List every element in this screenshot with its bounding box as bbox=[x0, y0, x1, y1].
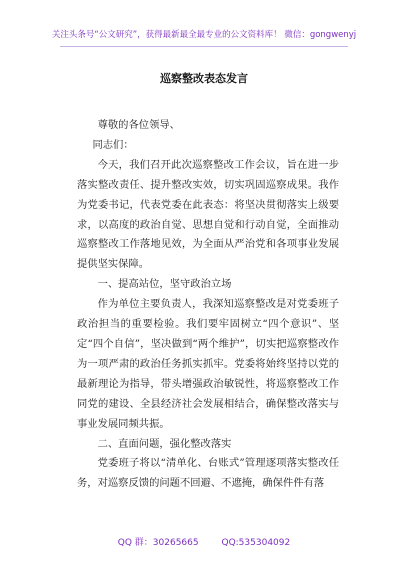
section-heading-1: 一、提高站位，坚守政治立场 bbox=[97, 278, 232, 291]
footer-qq-group: QQ 群：30265665 bbox=[117, 538, 199, 548]
paragraph-intro: 今天，我们召开此次巡察整改工作会议，旨在进一步落实整改责任、提升整改实效，切实巩固巡察成果。我作为党委书记，代表党委在此表态：将坚决贯彻落实上级要求，以高度的政治自觉、思想自觉和行动自觉，全面推动巡察整改工作落地见效，为全面从严治党和各项事业发展提供坚实保障。 bbox=[77, 158, 339, 271]
header-divider bbox=[60, 46, 348, 47]
paragraph-section-2: 党委班子将以“清单化、台账式”管理逐项落实整改任务，对巡察反馈的问题不回避、不遮掩，确保件件有落 bbox=[77, 457, 339, 490]
footer-qq-contact: QQ:535304092 bbox=[221, 538, 291, 548]
page-footer bbox=[0, 535, 408, 548]
document-title: 巡察整改表态发言 bbox=[160, 72, 248, 85]
salutation-line-2: 同志们： bbox=[92, 138, 134, 151]
salutation-line-1: 尊敬的各位领导、 bbox=[97, 119, 180, 131]
section-heading-2: 二、直面问题，强化整改落实 bbox=[97, 437, 232, 450]
document-body bbox=[77, 116, 339, 494]
paragraph-section-1: 作为单位主要负责人，我深知巡察整改是对党委班子政治担当的重要检验。我们要牢固树立“四个意识”、坚定“四个自信”，坚决做到“两个维护”，切实把巡察整改作为一项严肃的政治任务抓实抓牢。党委将始终坚持以党的最新理论为指导，带头增强政治敏锐性，将巡察整改工作同党的建设、全县经济社会发展相结合，确保整改落实与事业发展同频共振。 bbox=[77, 298, 339, 430]
page-header-note: 关注头条号“公文研究”，获得最新最全最专业的公文资料库！ 微信：gongwenyj bbox=[51, 30, 357, 40]
